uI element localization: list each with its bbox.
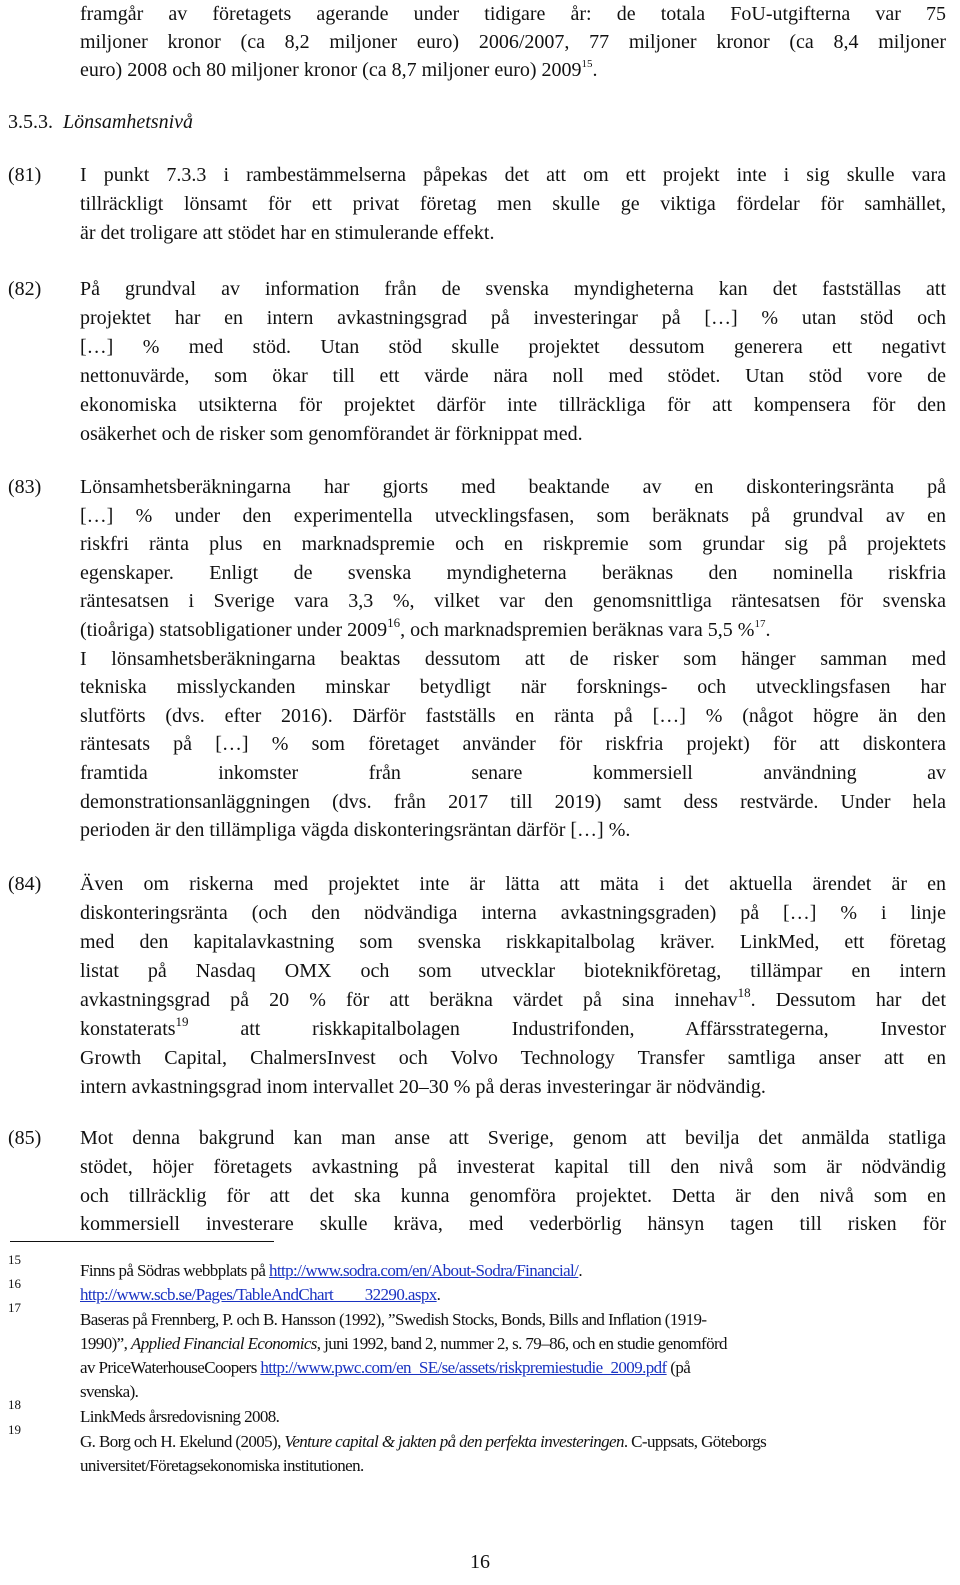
paragraph-line: slutförts (dvs. efter 2016). Därför fastställs en ränta på […] % (något högre än den bbox=[80, 705, 946, 727]
paragraph-line: kommersiell investerare skulle kräva, med vederbörlig hänsyn tagen till risken för bbox=[80, 1213, 946, 1235]
paragraph-line: diskonteringsränta (och den nödvändiga interna avkastningsgraden) på […] % i linje bbox=[80, 902, 946, 924]
paragraph-line: ekonomiska utsikterna för projektet därför inte tillräckliga för att kompensera för den bbox=[80, 394, 946, 416]
paragraph-number: (83) bbox=[8, 476, 42, 498]
paragraph-text: att riskkapitalbolagen Industrifonden, Affärsstrategerna, Investor bbox=[188, 1018, 946, 1040]
paragraph-line: intern avkastningsgrad inom intervallet 20–30 % på deras investeringar är nödvändig. bbox=[80, 1076, 766, 1098]
footnote-19 bbox=[80, 1430, 766, 1454]
footnote-text: Finns på Södras webbplats på bbox=[80, 1261, 269, 1280]
footnote-text: . bbox=[578, 1261, 582, 1280]
footnote-link[interactable]: http://www.pwc.com/en_SE/se/assets/riskpremiestudie_2009.pdf bbox=[260, 1358, 667, 1377]
footnote-17-line bbox=[80, 1332, 727, 1356]
footnote-number: 15 bbox=[8, 1252, 21, 1267]
footnote-link[interactable]: http://www.sodra.com/en/About-Sodra/Financial/ bbox=[268, 1261, 579, 1280]
footnote-17-line bbox=[80, 1356, 690, 1380]
paragraph-line: egenskaper. Enligt de svenska myndigheterna beräknas den nominella riskfria bbox=[80, 562, 946, 584]
paragraph-line: osäkerhet och de risker som genomförandet är förknippat med. bbox=[80, 423, 583, 445]
section-heading bbox=[8, 108, 193, 136]
footnote-text: av PriceWaterhouseCoopers bbox=[80, 1358, 261, 1377]
paragraph-line: framtida inkomster från senare kommersiell användning av bbox=[80, 762, 946, 784]
footnote-ref-16: 16 bbox=[387, 615, 401, 630]
paragraph-line: Lönsamhetsberäkningarna har gjorts med beaktande av en diskonteringsränta på bbox=[80, 476, 946, 498]
paragraph-line: listat på Nasdaq OMX och som utvecklar bioteknikföretag, tillämpar en intern bbox=[80, 960, 946, 982]
paragraph-text: . Dessutom har det bbox=[750, 989, 946, 1011]
footnote-separator bbox=[10, 1241, 274, 1242]
footnote-ref-18: 18 bbox=[737, 985, 751, 1000]
footnote-17-line: Baseras på Frennberg, P. och B. Hansson (1992), ”Swedish Stocks, Bonds, Bills and Inflation (1919- bbox=[80, 1310, 707, 1329]
paragraph-text: , och marknadspremien beräknas vara 5,5 % bbox=[400, 619, 755, 641]
paragraph-line: räntesatsen i Sverige vara 3,3 %, vilket var den genomsnittliga räntesatsen för svenska bbox=[80, 590, 946, 612]
paragraph-line: I punkt 7.3.3 i rambestämmelserna påpekas det att om ett projekt inte i sig skulle vara bbox=[80, 164, 946, 186]
paragraph-line: På grundval av information från de svenska myndigheterna kan det fastställas att bbox=[80, 278, 946, 300]
footnote-link[interactable]: http://www.scb.se/Pages/TableAndChart____32290.aspx bbox=[80, 1285, 437, 1304]
paragraph-line: tillräckligt lönsamt för ett privat företag men skulle ge viktiga fördelar för samhället, bbox=[80, 193, 946, 215]
footnote-text: . bbox=[436, 1285, 441, 1304]
paragraph-line: […] % med stöd. Utan stöd skulle projektet dessutom generera ett negativt bbox=[80, 336, 946, 358]
footnote-ref-15: 15 bbox=[581, 58, 593, 70]
paragraph-line: projektet har en intern avkastningsgrad på investeringar på […] % utan stöd och bbox=[80, 307, 946, 329]
section-title: Lönsamhetsnivå bbox=[63, 111, 193, 133]
footnote-ref-17: 17 bbox=[754, 618, 766, 630]
paragraph-line: Growth Capital, ChalmersInvest och Volvo Technology Transfer samtliga anser att en bbox=[80, 1047, 946, 1069]
paragraph-line: tekniska misslyckanden minskar betydligt när forsknings- och utvecklingsfasen har bbox=[80, 676, 946, 698]
paragraph-number: (85) bbox=[8, 1127, 42, 1149]
paragraph-number: (82) bbox=[8, 278, 42, 300]
intro-text: euro) 2008 och 80 miljoner kronor (ca 8,7 miljoner euro) 2009 bbox=[80, 59, 582, 81]
paragraph-line: Även om riskerna med projektet inte är lätta att mäta i det aktuella ärendet är en bbox=[80, 873, 946, 895]
footnote-number: 18 bbox=[8, 1397, 21, 1412]
footnote-text: . C-uppsats, Göteborgs bbox=[623, 1432, 767, 1451]
footnote-text: (på bbox=[666, 1358, 691, 1377]
intro-line: miljoner kronor (ca 8,2 miljoner euro) 2006/2007, 77 miljoner kronor (ca 8,4 miljoner bbox=[80, 31, 946, 53]
footnote-text: G. Borg och H. Ekelund (2005), bbox=[80, 1432, 285, 1451]
intro-line bbox=[80, 56, 598, 87]
footnote-text: 1990)”, bbox=[80, 1334, 131, 1353]
intro-line: framgår av företagets agerande under tidigare år: de totala FoU-utgifterna var 75 bbox=[80, 3, 946, 25]
paragraph-line: nettonuvärde, som ökar till ett värde nära noll med stödet. Utan stöd vore de bbox=[80, 365, 946, 387]
paragraph-line: räntesats på […] % som företaget använder för riskfria projekt) för att diskontera bbox=[80, 733, 946, 755]
section-number: 3.5.3. bbox=[8, 111, 53, 133]
page-number: 16 bbox=[470, 1551, 490, 1573]
footnote-text: , juni 1992, band 2, nummer 2, s. 79–86, och en studie genomförd bbox=[316, 1334, 727, 1353]
intro-text: . bbox=[592, 59, 598, 81]
paragraph-text: . bbox=[765, 619, 771, 641]
paragraph-line: perioden är den tillämpliga vägda diskonteringsräntan därför […] %. bbox=[80, 819, 631, 841]
paragraph-line: Mot denna bakgrund kan man anse att Sverige, genom att bevilja det anmälda statliga bbox=[80, 1127, 946, 1149]
paragraph-line bbox=[80, 1015, 946, 1045]
paragraph-text: (tioåriga) statsobligationer under 2009 bbox=[80, 619, 388, 641]
paragraph-line: […] % under den experimentella utvecklingsfasen, som beräknats på grundval av en bbox=[80, 505, 946, 527]
paragraph-line: demonstrationsanläggningen (dvs. från 2017 till 2019) samt dess restvärde. Under hela bbox=[80, 791, 946, 813]
footnote-number: 17 bbox=[8, 1300, 21, 1315]
paragraph-text: konstaterats bbox=[80, 1018, 176, 1040]
paragraph-line bbox=[80, 986, 946, 1016]
paragraph-text: avkastningsgrad på 20 % för att beräkna värdet på sina innehav bbox=[80, 989, 738, 1011]
footnote-ref-19: 19 bbox=[175, 1014, 189, 1029]
footnote-16 bbox=[80, 1283, 440, 1307]
paragraph-line: stödet, höjer företagets avkastning på investerat kapital till den nivå som är nödvändig bbox=[80, 1156, 946, 1178]
paragraph-line: är det troligare att stödet har en stimulerande effekt. bbox=[80, 222, 495, 244]
footnote-italic: Applied Financial Economics bbox=[130, 1334, 317, 1353]
footnote-italic: Venture capital & jakten på den perfekta investeringen bbox=[284, 1432, 624, 1451]
footnote-17-line: svenska). bbox=[80, 1382, 139, 1401]
footnote-number: 19 bbox=[8, 1422, 21, 1437]
paragraph-line: I lönsamhetsberäkningarna beaktas dessutom att de risker som hänger samman med bbox=[80, 648, 946, 670]
paragraph-line: riskfri ränta plus en marknadspremie och en riskpremie som grundar sig på projektets bbox=[80, 533, 946, 555]
footnote-15 bbox=[80, 1259, 582, 1283]
footnote-19-line: universitet/Företagsekonomiska institutionen. bbox=[80, 1456, 364, 1475]
footnote-number: 16 bbox=[8, 1276, 21, 1291]
paragraph-line bbox=[80, 616, 770, 647]
paragraph-number: (84) bbox=[8, 873, 42, 895]
paragraph-line: och tillräcklig för att det ska kunna genomföra projektet. Detta är den nivå som en bbox=[80, 1185, 946, 1207]
paragraph-number: (81) bbox=[8, 164, 42, 186]
footnote-18: LinkMeds årsredovisning 2008. bbox=[80, 1407, 280, 1426]
paragraph-line: med den kapitalavkastning som svenska riskkapitalbolag kräver. LinkMed, ett företag bbox=[80, 931, 946, 953]
